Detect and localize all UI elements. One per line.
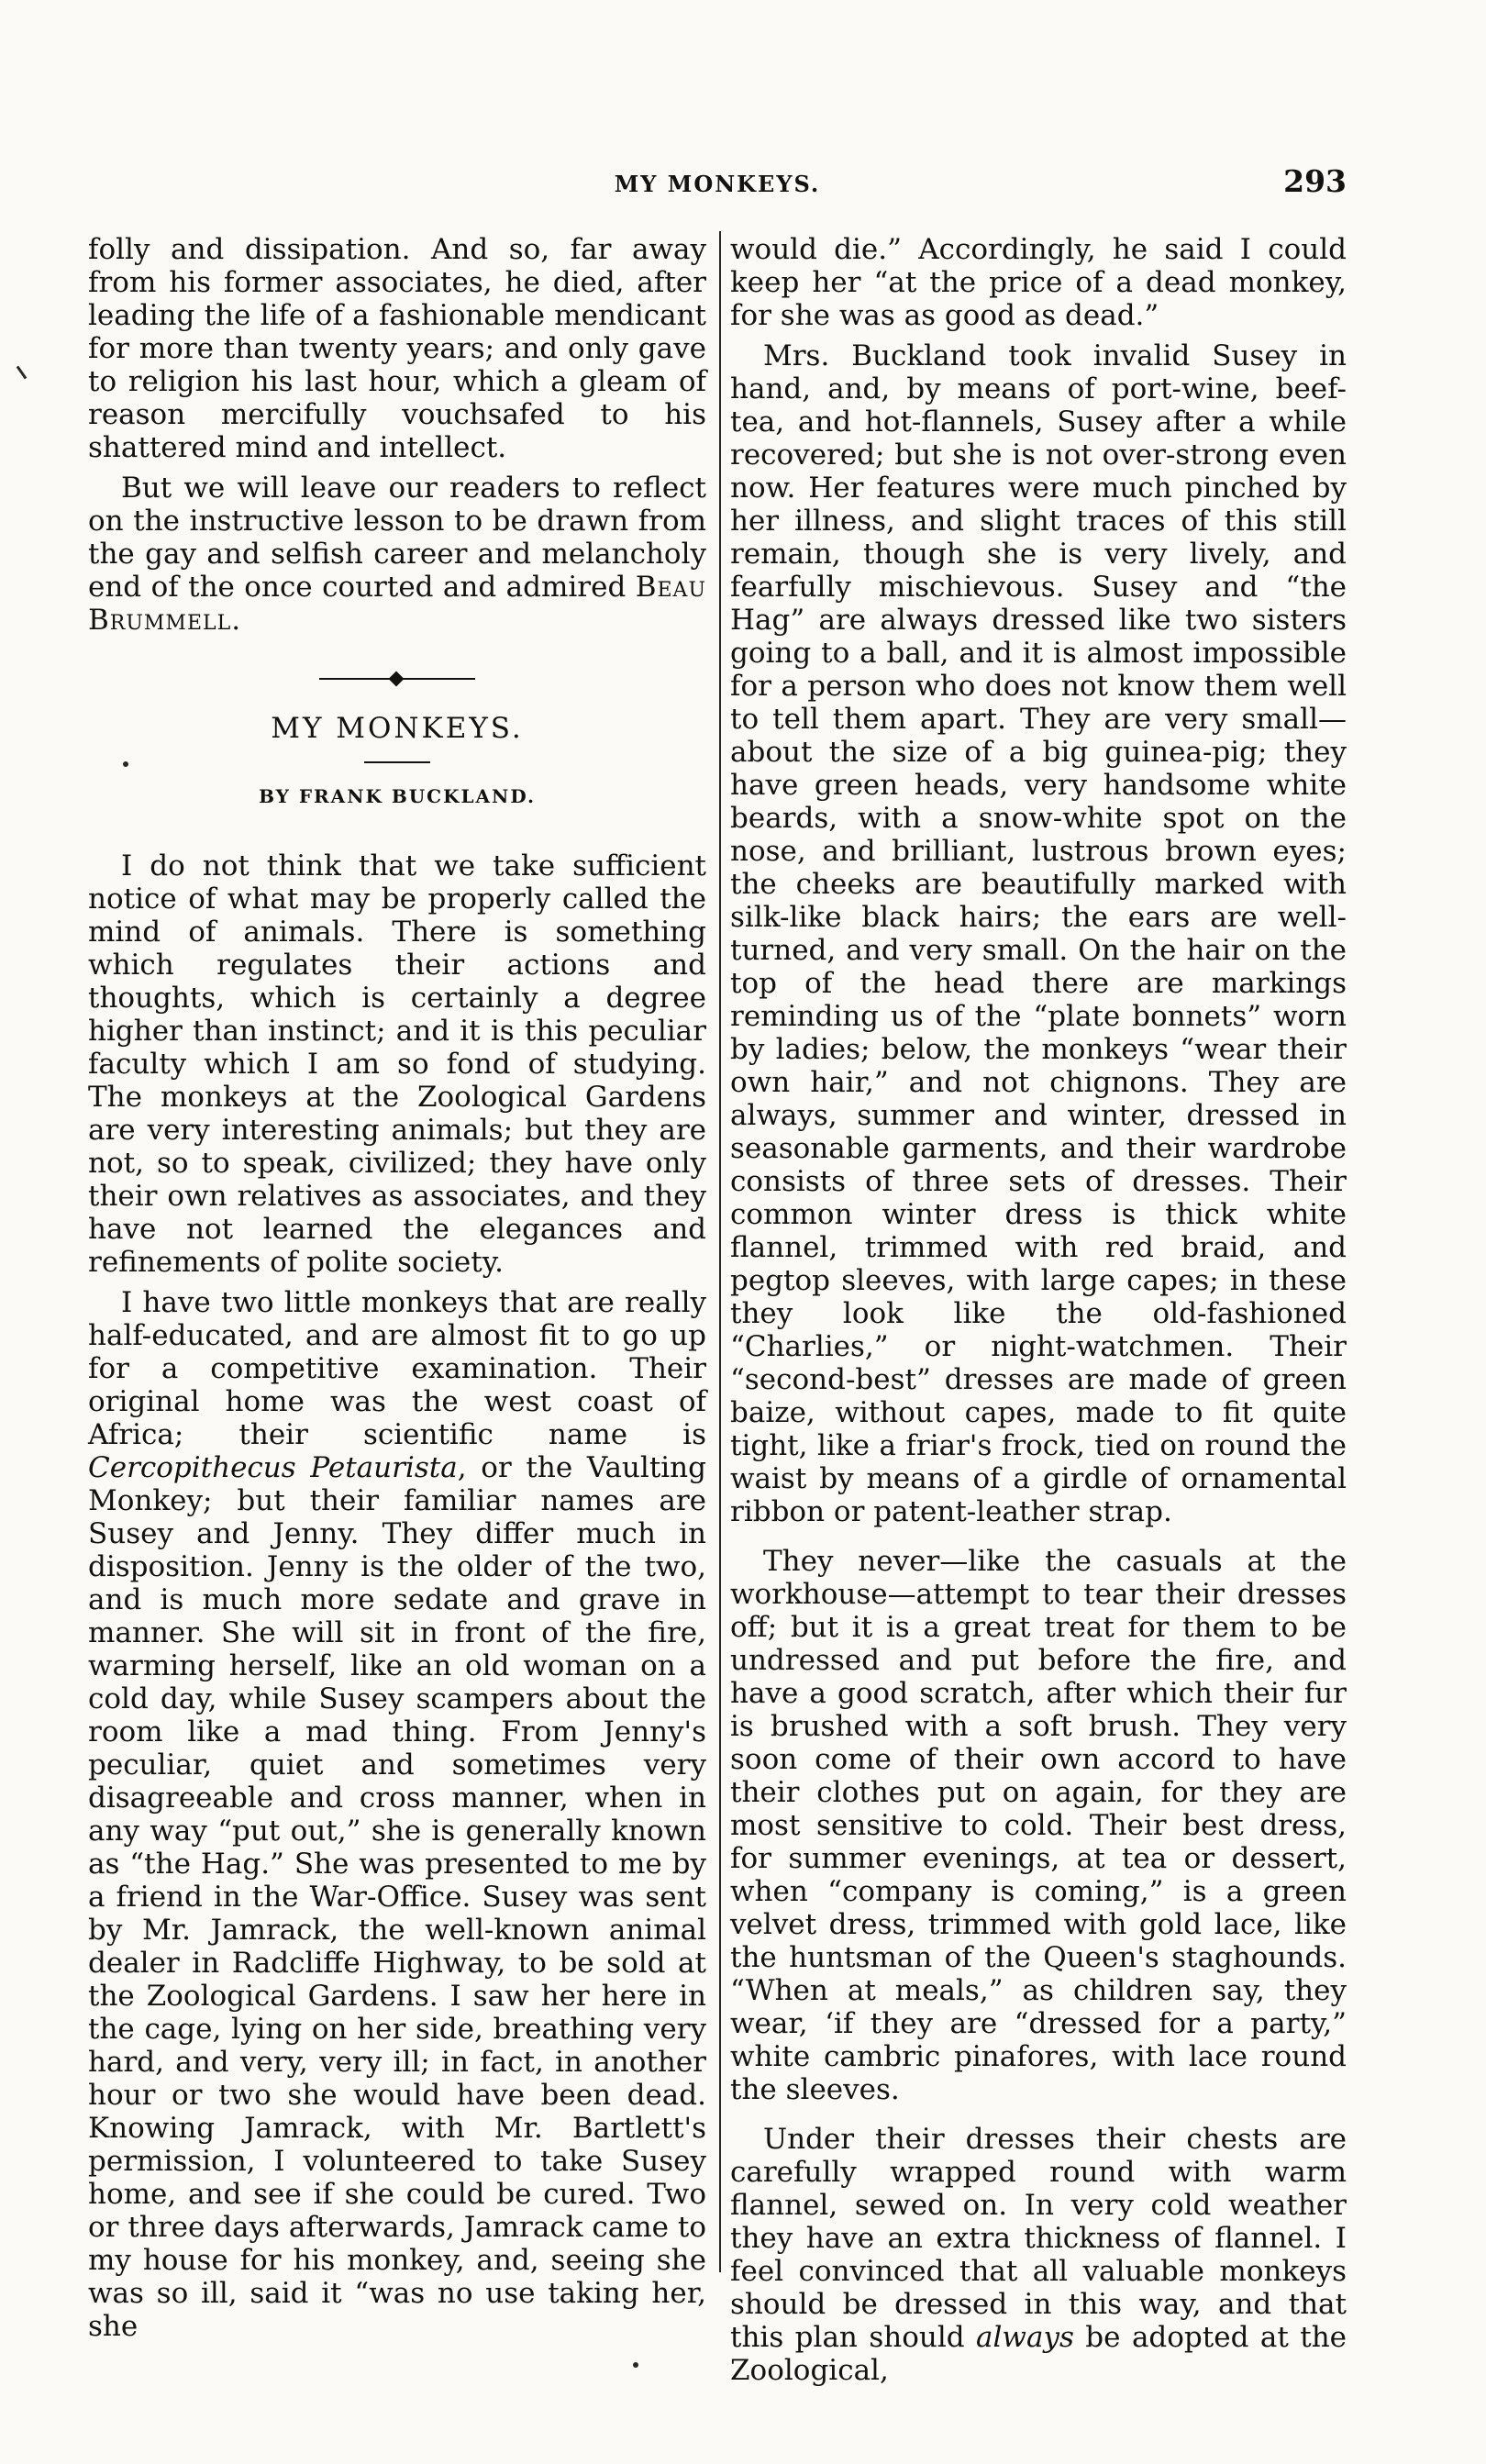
emphasis-always: always (976, 2321, 1074, 2354)
stray-dot (123, 761, 128, 767)
right-column (730, 233, 1347, 2387)
flannel-text-a: Under their dresses their chests are carefully wrapped round with warm flannel, sewed on. In very cold weather they have an extra thickness of flannel. I feel convinced that all valuable monkeys should be dressed in this way, and that this plan should (730, 2123, 1347, 2354)
two-monkeys-text-a: I have two little monkeys that are really half-educated, and are almost fit to go up for a competitive examination. Their original home was the west coast of Africa; their scientific name is (88, 1286, 706, 1451)
paragraph-dresses: They never—like the casuals at the workhouse—attempt to tear their dresses off; but it is a great treat for them to be undressed and put before the fire, and have a good scratch, after which their fur is brushed with a soft brush. They very soon come of their own accord to have their clothes put on again, for they are most sensitive to cold. Their best dress, for summer evenings, at tea or dessert, when “company is coming,” is a green velvet dress, trimmed with gold lace, like the huntsman of the Queen's staghounds. “When at meals,” as children say, they wear, ‘if they are “dressed for a party,” white cambric pinafores, with lace round the sleeves. (730, 1545, 1347, 2106)
page-number: 293 (1283, 163, 1347, 199)
paragraph-brummell-moral (88, 472, 706, 637)
section-divider-ornament (319, 670, 475, 688)
running-title: MY MONKEYS. (614, 171, 821, 197)
byline: BY FRANK BUCKLAND. (259, 785, 536, 807)
running-head (88, 163, 1347, 209)
paragraph-susey-recovered: Mrs. Buckland took invalid Susey in hand, and, by means of port-wine, beef-tea, and hot-flannels, Susey after a while recovered; but she is not over-strong even now. Her features were much pinched by her illness, and slight traces of this still remain, though she is very lively, and fearfully mischievous. Susey and “the Hag” are always dressed like two sisters going to a ball, and it is almost impossible for a person who does not know them well to tell them apart. They are very small—about the size of a big guinea-pig; they have green heads, very handsome white beards, with a snow-white spot on the nose, and brilliant, lustrous brown eyes; the cheeks are beautifully marked with silk-like black hairs; the ears are well-turned, and very small. On the hair on the top of the head there are markings reminding us of the “plate bonnets” worn by ladies; below, the monkeys “wear their own hair,” and not chignons. They are always, summer and winter, dressed in seasonable garments, and their wardrobe consists of three sets of dresses. Their common winter dress is thick white flannel, trimmed with red braid, and pegtop sleeves, with large capes; in these they look like the old-fashioned “Charlies,” or night-watchmen. Their “second-best” dresses are made of green baize, without capes, made to fit quite tight, like a friar's frock, tied on round the waist by means of a girdle of ornamental ribbon or patent-leather strap. (730, 339, 1347, 1528)
left-column (88, 233, 706, 2343)
paragraph-brummell-death: folly and dissipation. And so, far away from his former associates, he died, after leading the life of a fashionable mendicant for more than twenty years; and only gave to religion his last hour, which a gleam of reason mercifully vouchsafed to his shattered mind and intellect. (88, 233, 706, 464)
flannel-text-b: be adopted at the Zoological, (730, 2321, 1347, 2387)
moral-text: But we will leave our readers to reflect on the instructive lesson to be drawn from the gay and selfish career and melancholy end of the once courted and admired (88, 472, 706, 604)
divider-diamond (389, 671, 405, 687)
paragraph-two-monkeys (88, 1286, 706, 2343)
beau-brummell-name: Beau Brummell. (88, 571, 706, 637)
scientific-name: Cercopithecus Petaurista (88, 1451, 458, 1484)
margin-mark (17, 366, 28, 380)
two-monkeys-text-b: , or the Vaulting Monkey; but their familiar names are Susey and Jenny. They differ much in disposition. Jenny is the older of the two, and is much more sedate and grave in manner. She will sit in front of the fire, warming herself, like an old woman on a cold day, while Susey scampers about the room like a mad thing. From Jenny's peculiar, quiet and sometimes very disagreeable and cross manner, when in any way “put out,” she is generally known as “the Hag.” She was presented to me by a friend in the War-Office. Susey was sent by Mr. Jamrack, the well-known animal dealer in Radcliffe Highway, to be sold at the Zoological Gardens. I saw her here in the cage, lying on her side, breathing very hard, and very, very ill; in fact, in another hour or two she would have been dead. Knowing Jamrack, with Mr. Bartlett's permission, I volunteered to take Susey home, and see if she could be cured. Two or three days afterwards, Jamrack came to my house for his monkey, and, seeing she was so ill, said it “was no use taking her, she (88, 1451, 706, 2343)
paragraph-flannel (730, 2123, 1347, 2387)
stray-dot-bottom (633, 2362, 638, 2368)
paragraph-dead-monkey: would die.” Accordingly, he said I could keep her “at the price of a dead monkey, for she was as good as dead.” (730, 233, 1347, 332)
title-rule (364, 761, 430, 763)
paragraph-mind-of-animals: I do not think that we take sufficient notice of what may be properly called the mind of animals. There is something which regulates their actions and thoughts, which is certainly a degree higher than instinct; and it is this peculiar faculty which I am so fond of studying. The monkeys at the Zoological Gardens are very interesting animals; but they are not, so to speak, civilized; they have only their own relatives as associates, and they have not learned the elegances and refinements of polite society. (88, 849, 706, 1279)
column-rule (719, 231, 721, 2272)
article-title: MY MONKEYS. (271, 712, 524, 745)
